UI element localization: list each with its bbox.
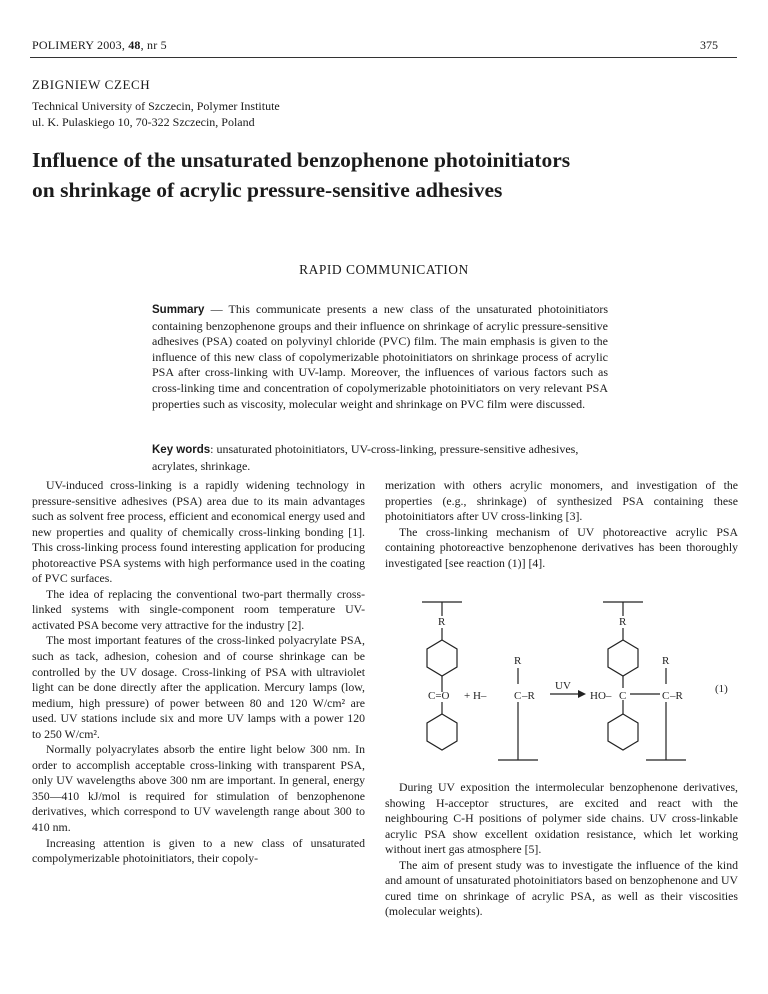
uv-label: UV — [555, 680, 571, 692]
author-name: ZBIGNIEW CZECH — [32, 77, 151, 92]
paragraph: The aim of present study was to investigate the influence of the kind and amount of unsaturated photoinitiators based on benzophenone and UV cured time on shrinkage of acrylic PSA, as well as their viscosities (molecular weights). — [385, 857, 738, 919]
hydroxyl-label: HO– — [590, 690, 612, 702]
paragraph: The cross-linking mechanism of UV photoreactive acrylic PSA containing photoreactive benzophenone derivatives has been thoroughly investigated [see reaction (1)] [4]. — [385, 524, 738, 570]
r-group-label: R — [438, 616, 446, 628]
paragraph: The idea of replacing the conventional two-part thermally cross-linked systems with single-component room temperature UV-activated PSA become very attractive for the industry [2]. — [32, 586, 365, 632]
paragraph: Increasing attention is given to a new class of unsaturated compolymerizable photoinitiators, their copoly- — [32, 835, 365, 866]
paragraph: During UV exposition the intermolecular benzophenone derivatives, showing H-acceptor structures, are excited and react with the neighbouring C-H positions of polymer side chains. UV cross-linkable acrylic PSA show excellent oxidation resistance, which let working without inert gas atmosphere [5]. — [385, 780, 738, 857]
benzene-ring — [427, 640, 457, 676]
carbon-atom-label: C — [514, 690, 522, 702]
paragraph: The most important features of the cross-linked polyacrylate PSA, such as tack, adhesion, cohesion and of course shrinkage can be controlled by the UV dosage. Cross-linking of PSA with ultraviolet light can be done directly after the application. Mercury lamps (low, medium, high pressure) of power between 80 and 120 W/cm² are used. UV stations include six and more UV lamps with a power 120 to 250 W/cm². — [32, 633, 365, 741]
summary-text: — This communicate presents a new class of the unsaturated photoinitiators containing benzophenone groups and their influence on shrinkage of acrylic pressure-sensitive adhesives (PSA) coated on polyvinyl chloride (PVC) film. The main emphasis is given to the influence of this new class of copolymerizable photoinitiators on shrinkage process of acrylic PSA after cross-linking with UV-lamp. Moreover, the influences of various factors such as cross-linking time and concentration of copolymerizable photoinitiators on very relevant PSA properties such as viscosity, molecular weight and shrinkage on PVC film were discussed. — [152, 302, 608, 411]
journal-issue: , nr 5 — [140, 38, 167, 52]
journal-header — [32, 38, 167, 53]
header-rule — [30, 57, 737, 58]
affiliation-line-2: ul. K. Pulaskiego 10, 70-322 Szczecin, Poland — [32, 115, 255, 129]
r-substituent-label: –R — [522, 690, 535, 702]
carbon-atom-label: C — [662, 690, 670, 702]
r-group-label: R — [514, 655, 522, 667]
r-substituent-label: –R — [670, 690, 683, 702]
paragraph: Normally polyacrylates absorb the entire light below 300 nm. In order to accomplish acceptable cross-linking with transparent PSA, only UV wavelengths above 300 nm are important. In general, energy 350—410 kJ/mol is required for stimulation of benzophenone derivatives, which correspond to UV wavelength range about 300 to 410 nm. — [32, 742, 365, 835]
r-group-label: R — [619, 616, 627, 628]
plus-h-label: + H– — [464, 690, 487, 702]
section-label: RAPID COMMUNICATION — [299, 262, 469, 277]
equation-number: (1) — [715, 683, 728, 695]
benzene-ring — [427, 714, 457, 750]
abstract — [152, 302, 608, 412]
title-line-1: Influence of the unsaturated benzophenone photoinitiators — [32, 148, 571, 172]
author-affiliation — [32, 98, 280, 130]
page-number: 375 — [700, 38, 718, 52]
journal-name: POLIMERY 2003, — [32, 38, 129, 52]
body-left-column — [32, 478, 365, 867]
carbon-atom-label: C — [619, 690, 627, 702]
journal-volume: 48 — [128, 38, 141, 52]
body-right-column-lower — [385, 780, 738, 920]
carbonyl-label: C=O — [428, 690, 450, 702]
reaction-scheme — [410, 592, 740, 767]
keywords-text: : unsaturated photoinitiators, UV-cross-linking, pressure-sensitive adhesives, acrylates, shrinkage. — [152, 442, 579, 473]
benzene-ring — [608, 714, 638, 750]
benzene-ring — [608, 640, 638, 676]
summary-label: Summary — [152, 304, 205, 316]
r-group-label: R — [662, 655, 670, 667]
paragraph: merization with others acrylic monomers, and investigation of the properties (e.g., shrinkage) of synthesized PSA containing these photoinitiators after UV cross-linking [3]. — [385, 478, 738, 524]
body-right-column — [385, 478, 738, 571]
keywords-label: Key words — [152, 444, 211, 456]
keywords — [152, 442, 608, 474]
paragraph: UV-induced cross-linking is a rapidly widening technology in pressure-sensitive adhesives (PSA) area due to its main advantages such as solvent free process, efficient and economical energy used and new properties and quality of chemically cross-linking bonding [1]. This cross-linking process found interesting application for producing photoreactive PSA systems with high performance used in the coating of PVC surfaces. — [32, 478, 365, 586]
title-line-2: on shrinkage of acrylic pressure-sensitive adhesives — [32, 178, 503, 202]
affiliation-line-1: Technical University of Szczecin, Polymer Institute — [32, 99, 280, 113]
paper-title — [32, 145, 752, 205]
